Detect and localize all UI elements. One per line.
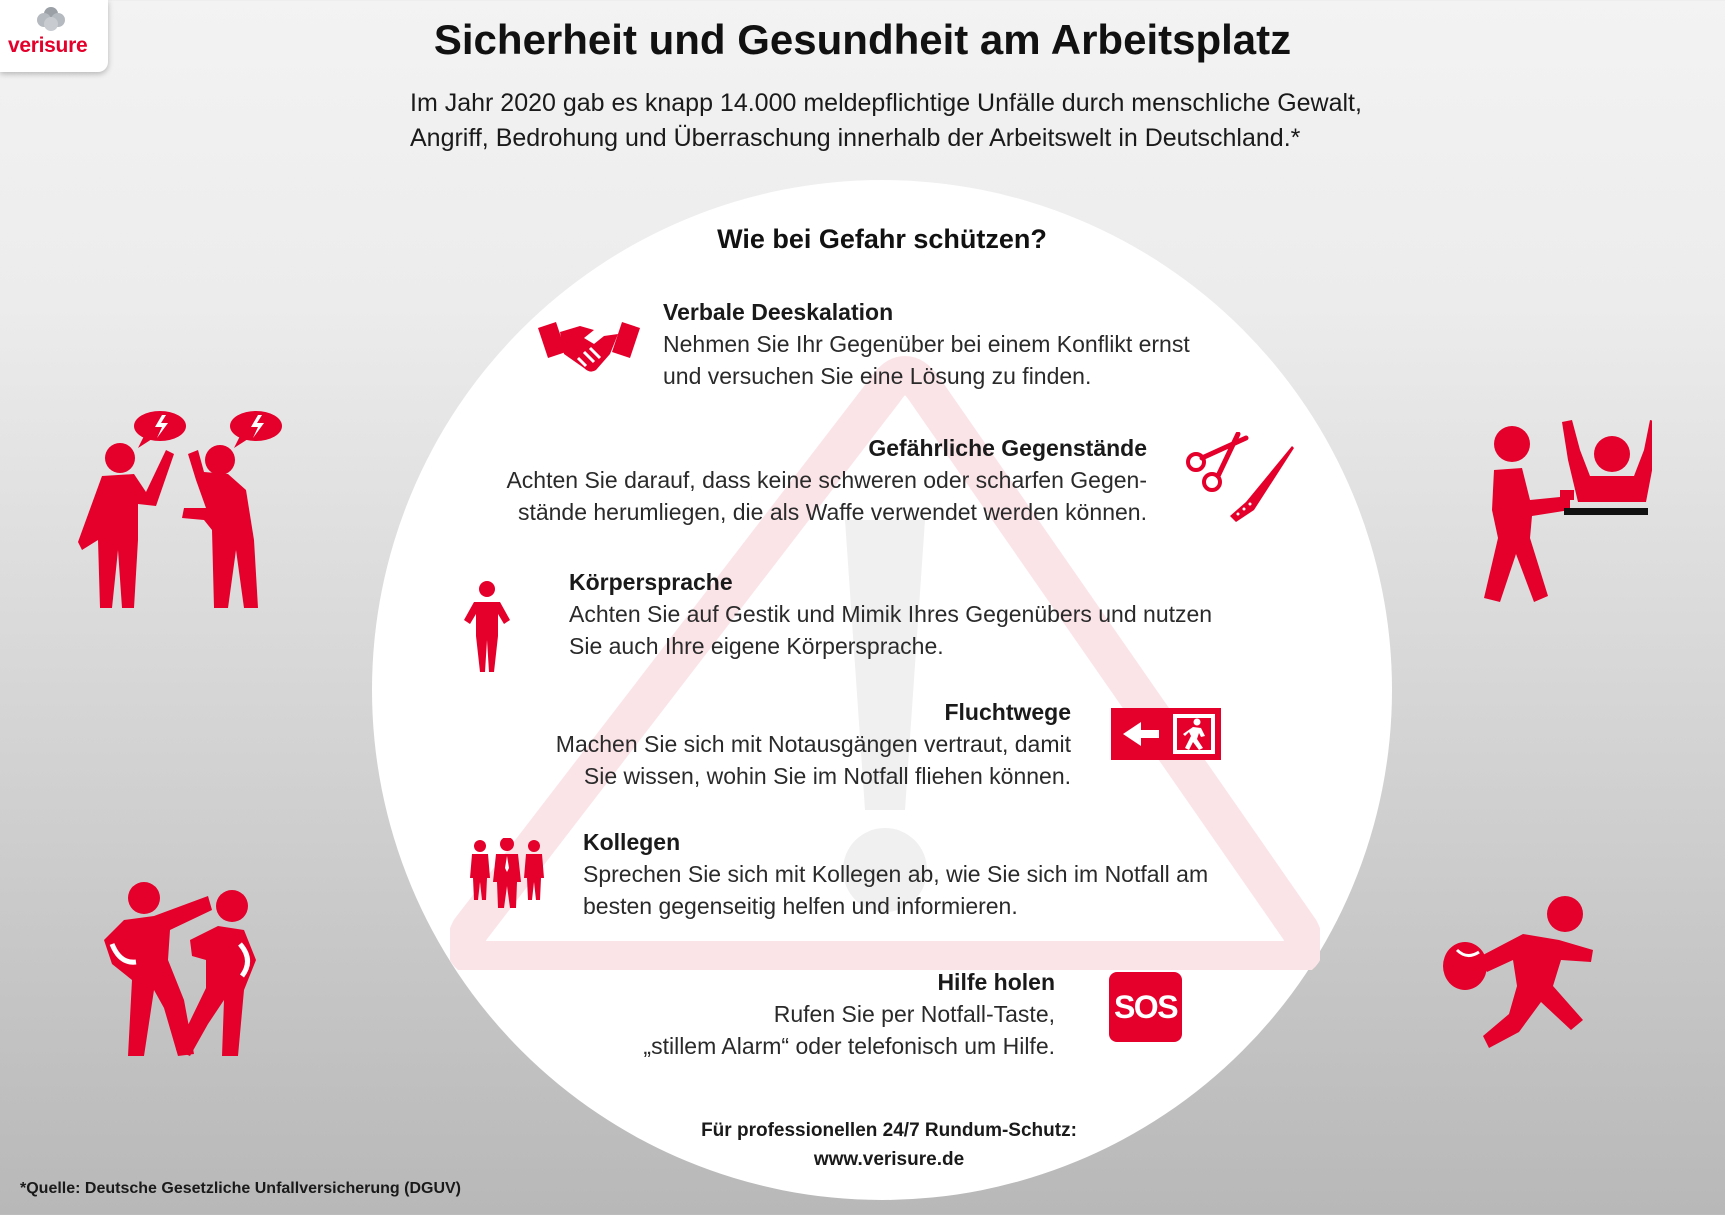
intro-text	[410, 86, 1410, 156]
item-text-line: Sprechen Sie sich mit Kollegen ab, wie Sie sich im Notfall am	[583, 861, 1209, 887]
item-title: Hilfe holen	[937, 969, 1055, 995]
item-text-line: Achten Sie darauf, dass keine schweren oder scharfen Gegen-	[506, 467, 1147, 493]
arguing-people-icon	[78, 410, 286, 612]
item-title: Fluchtwege	[944, 699, 1071, 725]
footer-cta-line: Für professionellen 24/7 Rundum-Schutz:	[701, 1120, 1077, 1141]
item-text-line: stände herumliegen, die als Waffe verwendet werden können.	[517, 499, 1147, 525]
item-koerpersprache	[569, 566, 1212, 662]
item-kollegen	[583, 826, 1208, 922]
item-text-line: und versuchen Sie eine Lösung zu finden.	[663, 363, 1092, 389]
standing-person-icon	[460, 580, 514, 674]
sos-label: SOS	[1113, 988, 1178, 1025]
item-verbale-deeskalation	[663, 296, 1190, 392]
guide-heading: Wie bei Gefahr schützen?	[717, 224, 1047, 254]
emergency-exit-icon	[1111, 708, 1221, 760]
item-title: Verbale Deeskalation	[663, 299, 894, 325]
scissors-knife-icon	[1184, 432, 1296, 522]
item-title: Kollegen	[583, 829, 681, 855]
item-text-line: besten gegenseitig helfen und informieren.	[583, 893, 1018, 919]
source-note: *Quelle: Deutsche Gesetzliche Unfallversicherung (DGUV)	[20, 1180, 462, 1197]
fighting-people-icon	[94, 880, 270, 1058]
item-fluchtwege	[556, 696, 1071, 792]
intro-line-2: Angriff, Bedrohung und Überraschung innerhalb der Arbeitswelt in Deutschland.*	[410, 124, 1301, 152]
item-title: Gefährliche Gegenstände	[868, 435, 1147, 461]
item-text-line: Achten Sie auf Gestik und Mimik Ihres Gegenübers und nutzen	[569, 601, 1213, 627]
sos-icon	[1109, 972, 1182, 1042]
item-gefaehrliche-gegenstaende	[506, 432, 1147, 528]
robbery-gunpoint-icon	[1460, 420, 1652, 604]
footer-cta	[0, 1116, 1725, 1174]
item-text-line: Nehmen Sie Ihr Gegenüber bei einem Konflikt ernst	[663, 331, 1190, 357]
brand-name: verisure	[8, 34, 88, 57]
footer-website-link[interactable]: www.verisure.de	[813, 1149, 965, 1170]
item-text-line: Sie wissen, wohin Sie im Notfall fliehen können.	[583, 763, 1071, 789]
thief-running-icon	[1443, 890, 1603, 1050]
colleagues-icon	[470, 838, 544, 908]
intro-line-1: Im Jahr 2020 gab es knapp 14.000 meldepflichtige Unfälle durch menschliche Gewalt,	[410, 89, 1362, 117]
item-text-line: Sie auch Ihre eigene Körpersprache.	[569, 633, 944, 659]
item-text-line: Machen Sie sich mit Notausgängen vertraut, damit	[555, 731, 1071, 757]
item-title: Körpersprache	[569, 569, 733, 595]
item-text-line: Rufen Sie per Notfall-Taste,	[773, 1001, 1055, 1027]
handshake-icon	[538, 318, 640, 376]
item-hilfe-holen	[643, 966, 1055, 1062]
item-text-line: „stillem Alarm“ oder telefonisch um Hilfe.	[643, 1033, 1055, 1059]
page-title: Sicherheit und Gesundheit am Arbeitsplatz	[433, 16, 1292, 63]
